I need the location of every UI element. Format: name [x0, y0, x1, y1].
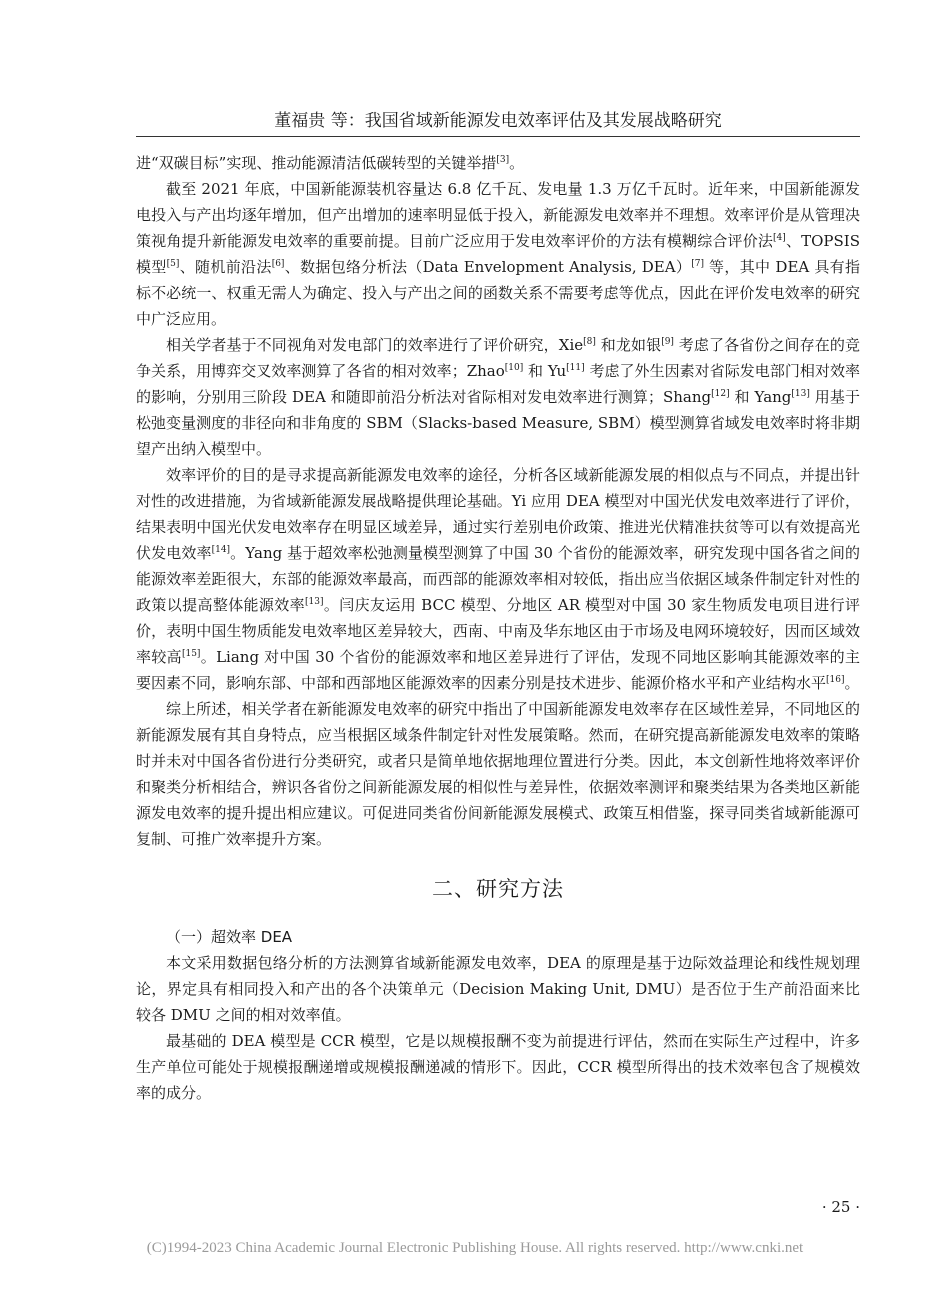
text-run: 考虑了各省份之间存在的竞争关系，用博弈交叉效率测算了各省的相对效率；Zhao [136, 336, 860, 380]
text-run: 和 Yang [729, 388, 792, 406]
text-run: 和龙如银 [595, 336, 662, 354]
citation-ref: [10] [504, 363, 524, 373]
citation-ref: [6] [271, 259, 285, 269]
text-run: 相关学者基于不同视角对发电部门的效率进行了评价研究，Xie [166, 336, 584, 354]
citation-ref: [13] [305, 597, 324, 607]
body-paragraph [136, 696, 860, 852]
citation-ref: [5] [166, 259, 180, 269]
citation-ref: [15] [181, 649, 201, 659]
text-run: 本文采用数据包络分析的方法测算省域新能源发电效率，DEA 的原理是基于边际效益理论和线性规划理论，界定具有相同投入和产出的各个决策单元（Decision Making Unit, DMU）是否位于生产前沿面来比较各 DMU 之间的相对效率值。 [136, 954, 860, 1024]
citation-ref: [9] [661, 337, 674, 347]
citation-ref: [14] [211, 545, 231, 555]
text-run: 综上所述，相关学者在新能源发电效率的研究中指出了中国新能源发电效率存在区域性差异，不同地区的新能源发展有其自身特点，应当根据区域条件制定针对性发展策略。然而，在研究提高新能源发电效率的策略时并未对中国各省份进行分类研究，或者只是简单地依据地理位置进行分类。因此，本文创新性地将效率评价和聚类分析相结合，辨识各省份之间新能源发展的相似性与差异性，依据效率测评和聚类结果为各类地区新能源发电效率的提升提出相应建议。可促进同类省份间新能源发展模式、政策互相借鉴，探寻同类省域新能源可复制、可推广效率提升方案。 [136, 700, 860, 848]
citation-ref: [8] [583, 337, 596, 347]
citation-ref: [7] [691, 259, 704, 269]
citation-ref: [16] [826, 675, 845, 685]
text-run: 最基础的 DEA 模型是 CCR 模型，它是以规模报酬不变为前提进行评估，然而在实际生产过程中，许多生产单位可能处于规模报酬递增或规模报酬递减的情形下。因此，CCR 模型所得出的技术效率包含了规模效率的成分。 [136, 1032, 860, 1102]
subsection-title: （一）超效率 DEA [166, 928, 293, 946]
citation-ref: [4] [773, 233, 786, 243]
text-run: 、TOPSIS 模型 [136, 232, 860, 276]
body-paragraph [136, 462, 860, 696]
text-run: 。Liang 对中国 30 个省份的能源效率和地区差异进行了评估，发现不同地区影响其能源效率的主要因素不同，影响东部、中部和西部地区能源效率的因素分别是技术进步、能源价格水平和产业结构水平 [136, 648, 860, 692]
body-paragraph [136, 150, 860, 176]
citation-ref: [11] [566, 363, 585, 373]
body-paragraph [136, 332, 860, 462]
section-title: 二、研究方法 [432, 877, 564, 901]
text-run: 。Yang 基于超效率松弛测量模型测算了中国 30 个省份的能源效率，研究发现中国各省之间的能源效率差距很大，东部的能源效率最高，而西部的能源效率相对较低，指出应当依据区域条件制定针对性的政策以提高整体能源效率 [136, 544, 860, 614]
body-paragraph [136, 1028, 860, 1106]
article-body [136, 150, 860, 1106]
citation-ref: [3] [496, 155, 510, 165]
running-header-title: 董福贵 等：我国省域新能源发电效率评估及其发展战略研究 [274, 111, 722, 131]
text-run: 、数据包络分析法（Data Envelopment Analysis, DEA） [284, 258, 692, 276]
text-run: 等，其中 DEA 具有指标不必统一、权重无需人为确定、投入与产出之间的函数关系不需要考虑等优点，因此在评价发电效率的研究中广泛应用。 [136, 258, 860, 328]
text-run: 。闫庆友运用 BCC 模型、分地区 AR 模型对中国 30 家生物质发电项目进行评价，表明中国生物质能发电效率地区差异较大，西南、中南及华东地区由于市场及电网环境较好，因而区域效率较高 [136, 596, 860, 666]
body-paragraph [136, 176, 860, 332]
text-run: 效率评价的目的是寻求提高新能源发电效率的途径，分析各区域新能源发展的相似点与不同点，并提出针对性的改进措施，为省域新能源发展战略提供理论基础。Yi 应用 DEA 模型对中国光伏发电效率进行了评价，结果表明中国光伏发电效率存在明显区域差异，通过实行差别电价政策、推进光伏精准扶贫等可以有效提高光伏发电效率 [136, 466, 860, 562]
citation-ref: [12] [711, 389, 730, 399]
text-run: 。 [509, 154, 525, 172]
page-number: · 25 · [821, 1198, 860, 1216]
header-rule [136, 136, 860, 137]
copyright-footer: (C)1994-2023 China Academic Journal Electronic Publishing House. All rights reserved. http://www.cnki.net [146, 1240, 804, 1256]
citation-ref: [13] [791, 389, 810, 399]
text-run: 进“双碳目标”实现、推动能源清洁低碳转型的关键举措 [136, 154, 497, 172]
text-run: 。 [844, 674, 860, 692]
text-run: 考虑了外生因素对省际发电部门相对效率的影响，分别用三阶段 DEA 和随即前沿分析法对省际相对发电效率进行测算；Shang [136, 362, 861, 406]
body-paragraph [136, 950, 860, 1028]
text-run: 、随机前沿法 [179, 258, 272, 276]
text-run: 和 Yu [523, 362, 567, 380]
text-run: 用基于松弛变量测度的非径向和非角度的 SBM（Slacks-based Measure, SBM）模型测算省域发电效率时将非期望产出纳入模型中。 [136, 388, 860, 458]
text-run: 截至 2021 年底，中国新能源装机容量达 6.8 亿千瓦、发电量 1.3 万亿千瓦时。近年来，中国新能源发电投入与产出均逐年增加，但产出增加的速率明显低于投入，新能源发电效率并不理想。效率评价是从管理决策视角提升新能源发电效率的重要前提。目前广泛应用于发电效率评价的方法有模糊综合评价法 [136, 180, 860, 250]
